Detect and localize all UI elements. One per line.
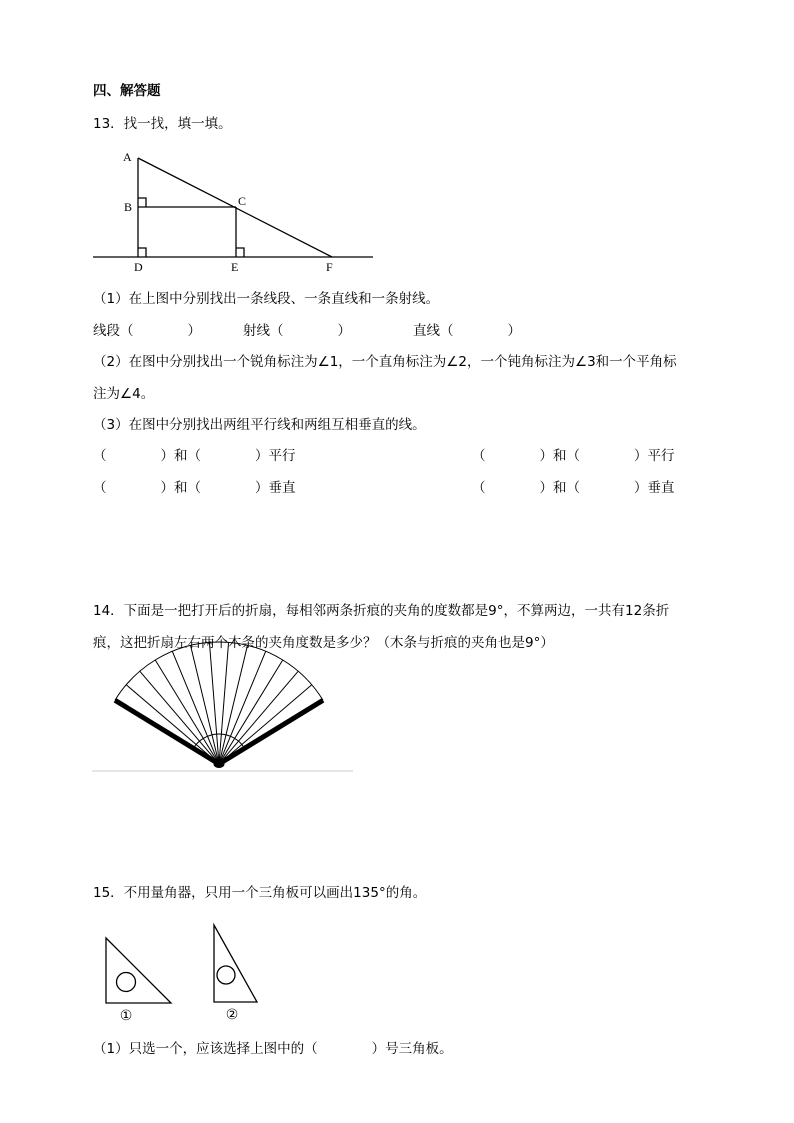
q13-part3: （3）在图中分别找出两组平行线和两组互相垂直的线。 — [93, 417, 426, 433]
q13-perp-blank-2[interactable]: （ ）和（ ）垂直 — [472, 480, 675, 496]
q13-part2-line2: 注为∠4。 — [93, 386, 155, 402]
q14-stem-line2: 痕，这把折扇左右两个木条的夹角度数是多少？（木条与折痕的夹角也是9°） — [93, 635, 554, 651]
q13-part1: （1）在上图中分别找出一条线段、一条直线和一条射线。 — [93, 291, 440, 307]
q13-parallel-blank-1[interactable]: （ ）和（ ）平行 — [93, 448, 296, 464]
label-b: B — [124, 200, 133, 214]
set-square-2 — [214, 925, 257, 1002]
q13-segment-blank[interactable]: 线段（ ） — [93, 323, 201, 339]
q13-stem: 13．找一找，填一填。 — [93, 116, 232, 132]
label-d: D — [134, 260, 143, 274]
q13-line-blank[interactable]: 直线（ ） — [413, 323, 521, 339]
set-square-1 — [106, 938, 171, 1003]
q13-perp-blank-1[interactable]: （ ）和（ ）垂直 — [93, 480, 296, 496]
q13-parallel-blank-2[interactable]: （ ）和（ ）平行 — [472, 448, 675, 464]
set-square-1-label: ① — [119, 1008, 133, 1024]
q15-stem: 15．不用量角器，只用一个三角板可以画出135°的角。 — [93, 885, 427, 901]
q13-ray-blank[interactable]: 射线（ ） — [243, 323, 351, 339]
set-square-2-label: ② — [225, 1007, 239, 1023]
set-square-2-hole — [217, 966, 235, 984]
set-square-1-hole — [117, 973, 136, 992]
label-a: A — [123, 150, 132, 164]
section-title: 四、解答题 — [93, 83, 161, 99]
q15-part1-blank[interactable]: （1）只选一个，应该选择上图中的（ ）号三角板。 — [93, 1041, 453, 1057]
label-f: F — [326, 260, 333, 274]
q14-stem-line1: 14．下面是一把打开后的折扇，每相邻两条折痕的夹角的度数都是9°，不算两边，一共有12条折 — [93, 603, 670, 619]
q13-part2-line1: （2）在图中分别找出一个锐角标注为∠1，一个直角标注为∠2，一个钝角标注为∠3和一个平角标 — [93, 354, 677, 370]
label-c: C — [238, 194, 247, 208]
label-e: E — [231, 260, 239, 274]
